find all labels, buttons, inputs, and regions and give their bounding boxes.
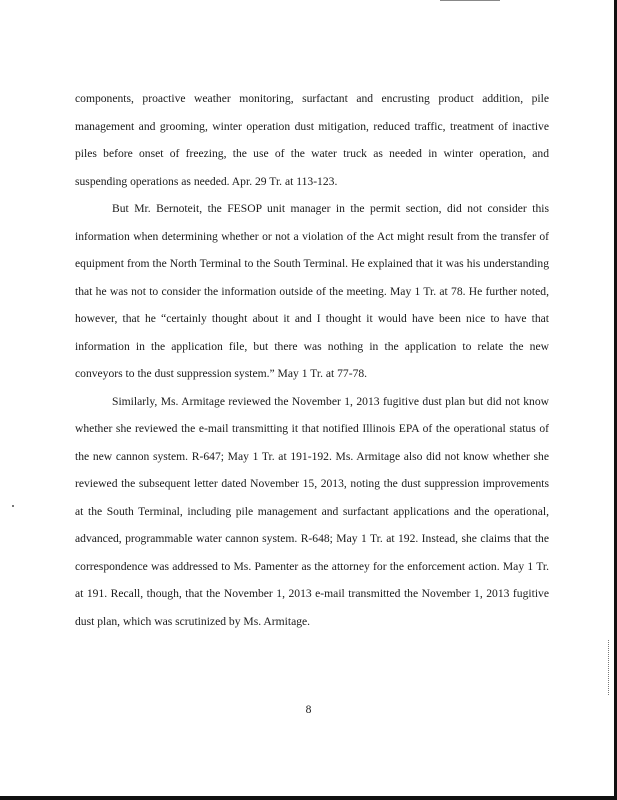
- paragraph-continuation: components, proactive weather monitoring, surfactant and encrusting product addition, pile management and grooming, winter operation dust mitigation, reduced traffic, treatment of inactive piles before onset of freezing, the use of the water truck as needed in winter operation, and suspending operations as needed. Apr. 29 Tr. at 113-123.: [75, 92, 549, 188]
- scan-artifact-left: [12, 505, 14, 507]
- scan-edge-bottom: [0, 796, 617, 800]
- body-text: [75, 85, 549, 635]
- scan-artifact-right: [608, 640, 610, 695]
- paragraph-armitage: Similarly, Ms. Armitage reviewed the November 1, 2013 fugitive dust plan but did not know whether she reviewed the e-mail transmitting it that notified Illinois EPA of the operational status of the new cannon system. R-647; May 1 Tr. at 191-192. Ms. Armitage also did not know whether she reviewed the subsequent letter dated November 15, 2013, noting the dust suppression improvements at the South Terminal, including pile management and surfactant applications and the operational, advanced, programmable water cannon system. R-648; May 1 Tr. at 192. Instead, she claims that the correspondence was addressed to Ms. Pamenter as the attorney for the enforcement action. May 1 Tr. at 191. Recall, though, that the November 1, 2013 e-mail transmitted the November 1, 2013 fugitive dust plan, which was scrutinized by Ms. Armitage.: [75, 394, 549, 628]
- scan-artifact-top: [440, 0, 500, 1]
- paragraph-bernoteit: But Mr. Bernoteit, the FESOP unit manager in the permit section, did not consider this information when determining whether or not a violation of the Act might result from the transfer of equipment from the North Terminal to the South Terminal. He explained that it was his understanding that he was not to consider the information outside of the meeting. May 1 Tr. at 78. He further noted, however, that he “certainly thought about it and I thought it would have been nice to have that information in the application file, but there was nothing in the application to relate the new conveyors to the dust suppression system.” May 1 Tr. at 77-78.: [75, 202, 549, 380]
- page-number: 8: [305, 703, 312, 716]
